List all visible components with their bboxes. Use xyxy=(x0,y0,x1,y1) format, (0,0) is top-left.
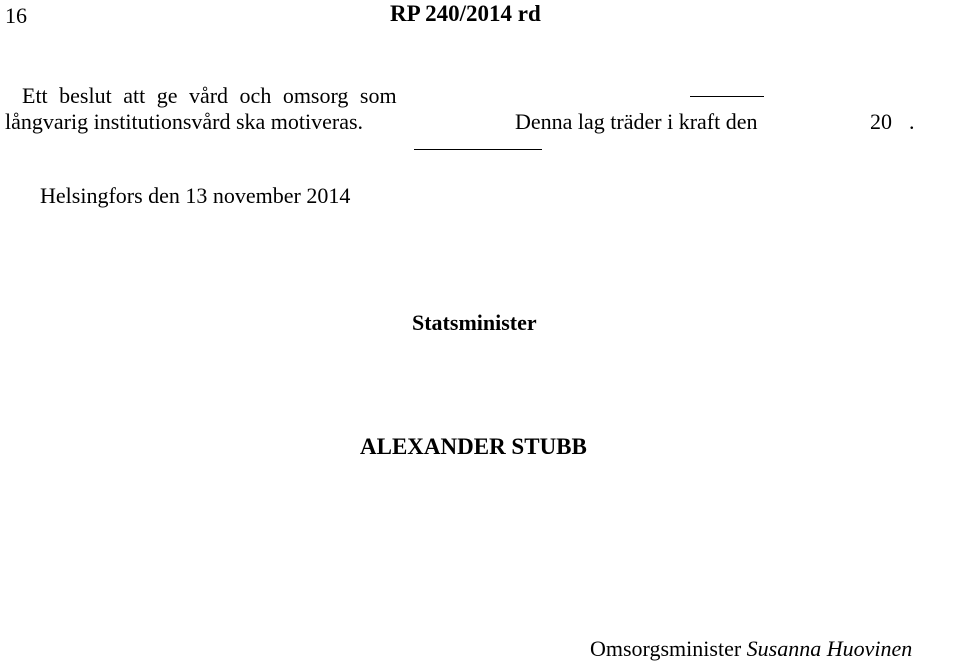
law-entry-text: Denna lag träder i kraft den xyxy=(515,109,758,134)
paragraph-line-2: långvarig institutionsvård ska motiveras. xyxy=(5,109,364,134)
separator-rule-long xyxy=(414,149,542,150)
document-id: RP 240/2014 rd xyxy=(390,1,541,26)
place-and-date: Helsingfors den 13 november 2014 xyxy=(40,183,351,208)
page-number: 16 xyxy=(5,3,27,28)
paragraph-line-1: Ett beslut att ge vård och omsorg som xyxy=(22,83,397,108)
minister-title: Omsorgsminister xyxy=(590,636,742,661)
minister-name: Susanna Huovinen xyxy=(746,636,913,661)
prime-minister-name: ALEXANDER STUBB xyxy=(360,434,587,459)
prime-minister-title: Statsminister xyxy=(412,310,537,335)
separator-rule-short xyxy=(690,96,764,97)
law-entry-year: 20 xyxy=(870,109,892,134)
minister-signature xyxy=(590,636,912,662)
law-entry-period: . xyxy=(909,109,915,134)
